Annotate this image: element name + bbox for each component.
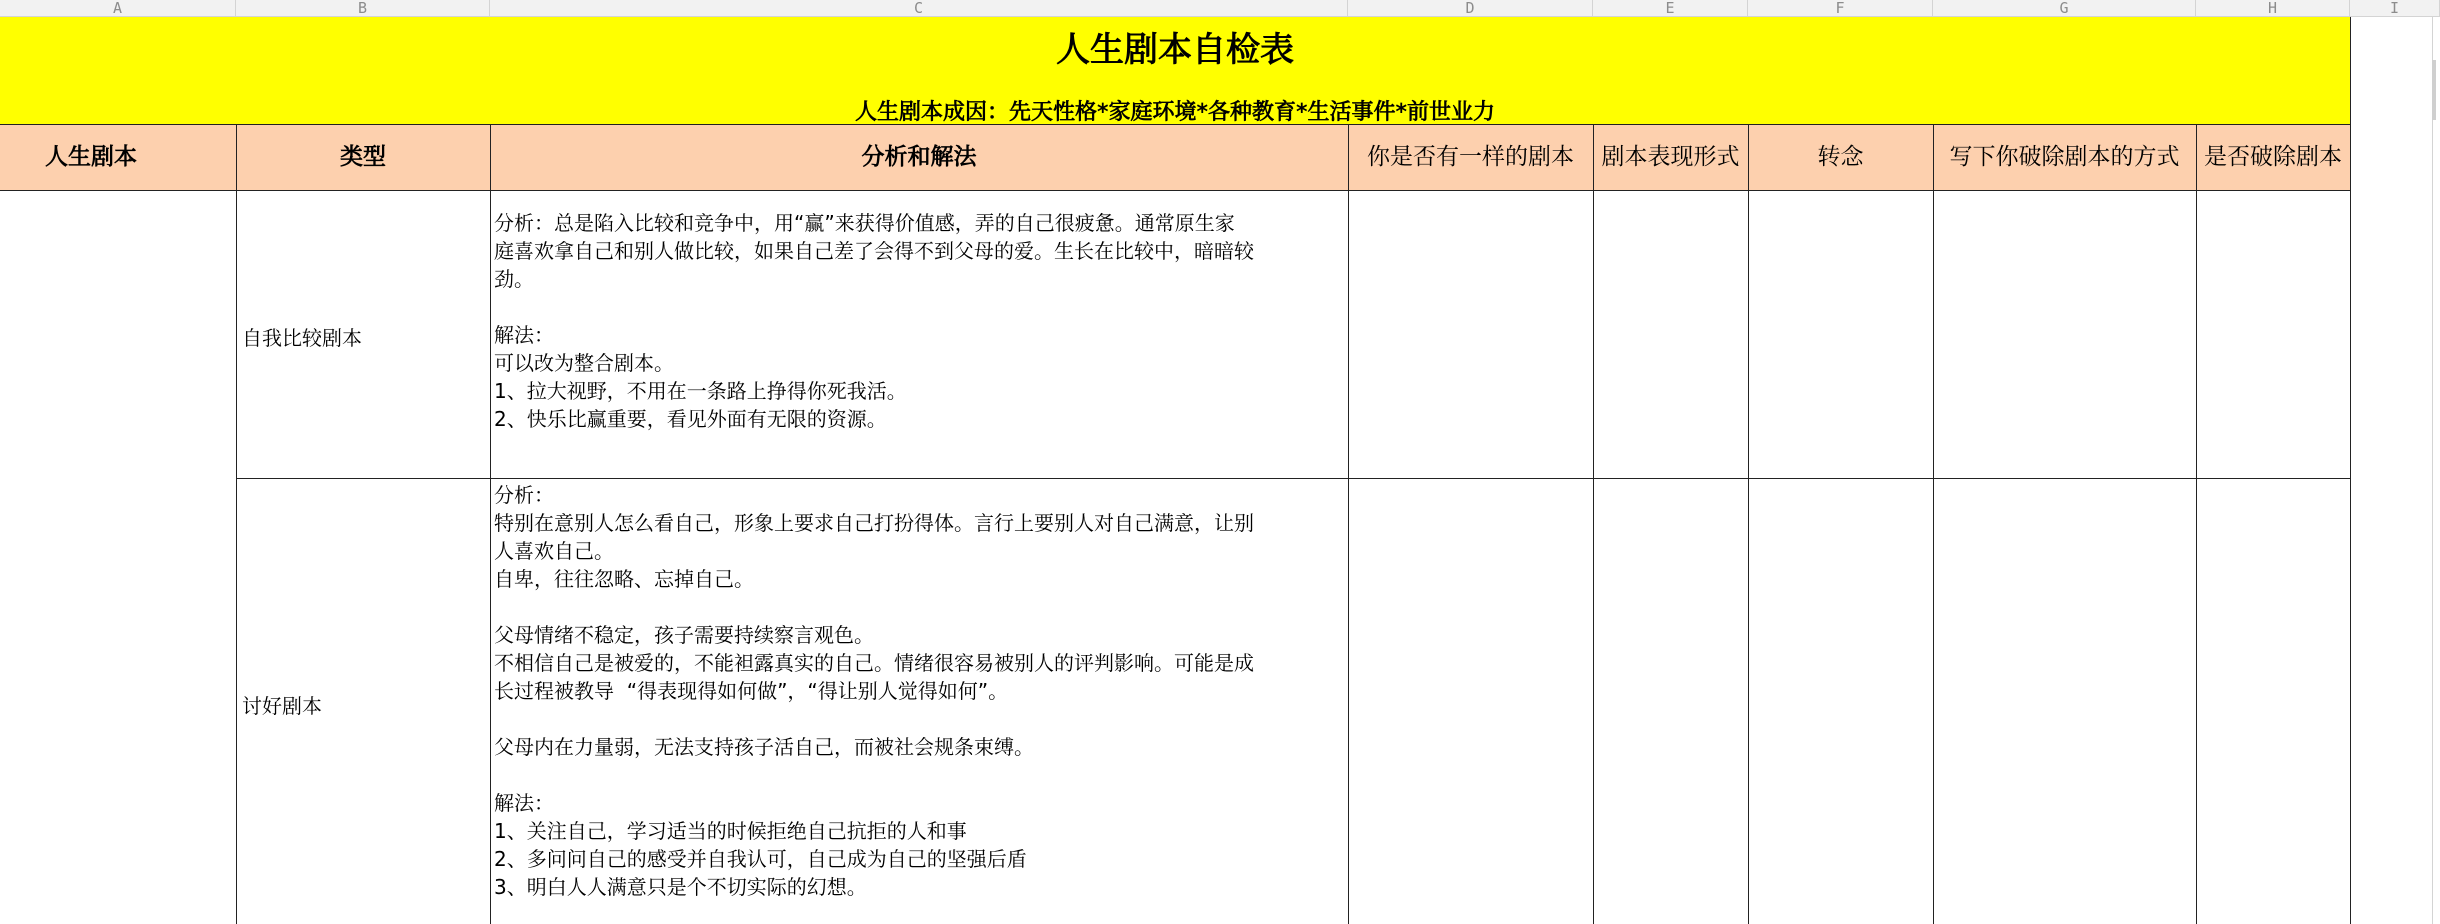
column-header-d[interactable]: D bbox=[1348, 0, 1593, 16]
column-header-e[interactable]: E bbox=[1593, 0, 1748, 16]
grid-line bbox=[1593, 125, 1594, 924]
header-shift[interactable]: 转念 bbox=[1817, 144, 1864, 170]
column-header-b[interactable]: B bbox=[236, 0, 490, 16]
column-header-i[interactable]: I bbox=[2350, 0, 2440, 16]
row-2-type[interactable]: 讨好剧本 bbox=[242, 694, 322, 718]
header-analysis[interactable]: 分析和解法 bbox=[861, 144, 977, 170]
column-header-f[interactable]: F bbox=[1748, 0, 1933, 16]
grid-line bbox=[236, 125, 237, 924]
header-broken[interactable]: 是否破除剧本 bbox=[2204, 144, 2342, 170]
header-same-script[interactable]: 你是否有一样的剧本 bbox=[1367, 144, 1574, 170]
grid-line bbox=[236, 478, 2350, 479]
column-header-a[interactable]: A bbox=[0, 0, 236, 16]
grid-line bbox=[2350, 17, 2351, 924]
column-header-row bbox=[0, 0, 2440, 17]
header-script[interactable]: 人生剧本 bbox=[45, 144, 137, 170]
row-1-analysis[interactable]: 分析：总是陷入比较和竞争中，用“赢”来获得价值感，弄的自己很疲惫。通常原生家 庭喜欢拿自己和别人做比较，如果自己差了会得不到父母的爱。生长在比较中，暗暗较 劲。 解法： 可以改为整合剧本。 1、拉大视野，不用在一条路上挣得你死我活。 2、快乐比赢重要，看见外面有无限的资源。 bbox=[494, 211, 1254, 431]
row-1-type[interactable]: 自我比较剧本 bbox=[242, 326, 362, 350]
sheet-title: 人生剧本自检表 bbox=[1056, 30, 1294, 70]
grid-line bbox=[1348, 125, 1349, 924]
row-2-analysis[interactable]: 分析： 特别在意别人怎么看自己，形象上要求自己打扮得体。言行上要别人对自己满意，让别 人喜欢自己。 自卑，往往忽略、忘掉自己。 父母情绪不稳定，孩子需要持续察言观色。 不相信自己是被爱的，不能袒露真实的自己。情绪很容易被别人的评判影响。可能是成 长过程被教导 “得表现得如何做”，“得让别人觉得如何”。 父母内在力量弱，无法支持孩子活自己，而被社会规条束缚。 解法： 1、关注自己，学习适当的时候拒绝自己抗拒的人和事 2、多问问自己的感受并自我认可，自己成为自己的坚强后盾 3、明白人人满意只是个不切实际的幻想。 bbox=[494, 483, 1254, 899]
column-header-h[interactable]: H bbox=[2196, 0, 2350, 16]
grid-line bbox=[490, 125, 491, 924]
sheet-subtitle: 人生剧本成因：先天性格*家庭环境*各种教育*生活事件*前世业力 bbox=[854, 100, 1496, 125]
grid-line bbox=[2432, 17, 2433, 924]
column-header-g[interactable]: G bbox=[1933, 0, 2196, 16]
header-method[interactable]: 写下你破除剧本的方式 bbox=[1949, 144, 2180, 170]
grid-line bbox=[1748, 125, 1749, 924]
grid-line bbox=[1933, 125, 1934, 924]
header-form[interactable]: 剧本表现形式 bbox=[1601, 144, 1740, 170]
column-header-c[interactable]: C bbox=[490, 0, 1348, 16]
header-type[interactable]: 类型 bbox=[340, 144, 386, 170]
scrollbar[interactable] bbox=[2432, 60, 2436, 120]
grid-line bbox=[2196, 125, 2197, 924]
